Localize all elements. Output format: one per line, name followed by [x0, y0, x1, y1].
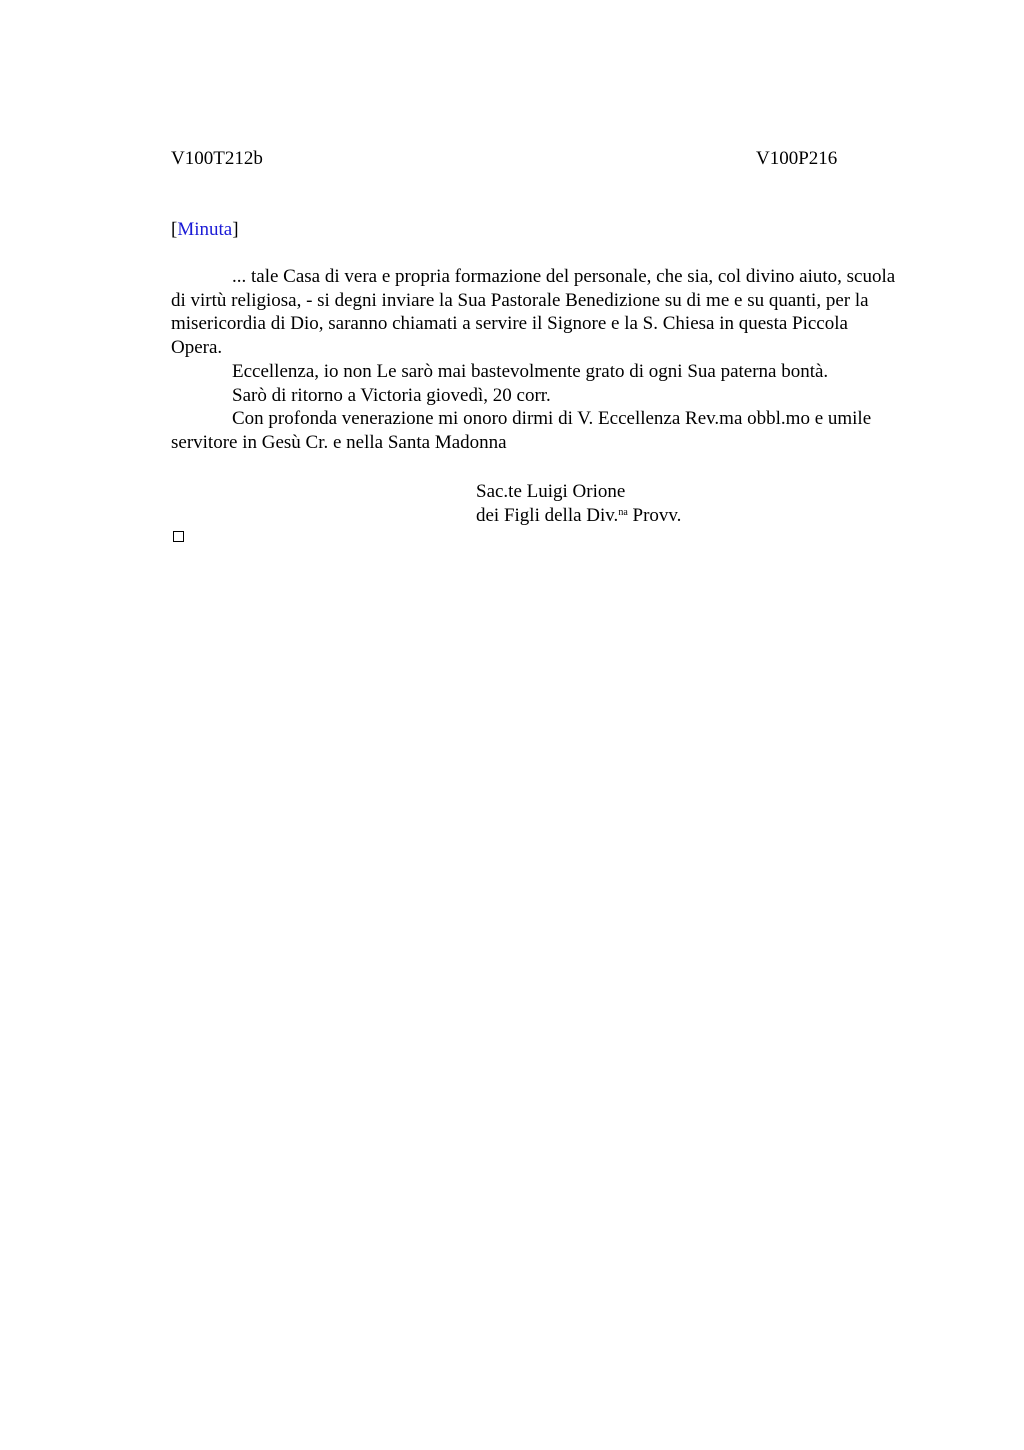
end-of-document-box-icon [173, 531, 184, 542]
signature-block [476, 480, 681, 527]
letter-paragraph: Sarò di ritorno a Victoria giovedì, 20 corr. [232, 384, 551, 406]
document-page [171, 0, 901, 1450]
letter-paragraph: ... tale Casa di vera e propria formazione del personale, che sia, col divino aiuto, scuola di virtù religiosa, - si degni inviare la Sua Pastorale Benedizione su di me e su quanti, per la misericordia di Dio, saranno chiamati a servire il Signore e la S. Chiesa in questa Piccola Opera. [171, 266, 896, 359]
signature-title-suffix: Provv. [627, 504, 682, 526]
draft-note-open-bracket: [ [171, 219, 178, 240]
page-reference-code: V100P216 [756, 148, 838, 169]
draft-note-close-bracket: ] [232, 219, 239, 240]
signature-title-prefix: dei Figli della Div. [476, 504, 619, 526]
signature-title [476, 504, 681, 528]
letter-body [171, 265, 901, 455]
document-reference-code: V100T212b [171, 148, 263, 169]
draft-note-link[interactable]: Minuta [177, 219, 233, 240]
signature-title-superscript: na [618, 506, 628, 518]
draft-note [171, 218, 239, 242]
signature-name: Sac.te Luigi Orione [476, 481, 626, 502]
letter-paragraph: Eccellenza, io non Le sarò mai bastevolmente grato di ogni Sua paterna bontà. [232, 360, 829, 382]
letter-paragraph: Con profonda venerazione mi onoro dirmi di V. Eccellenza Rev.ma obbl.mo e umile servitore in Gesù Cr. e nella Santa Madonna [171, 408, 872, 453]
